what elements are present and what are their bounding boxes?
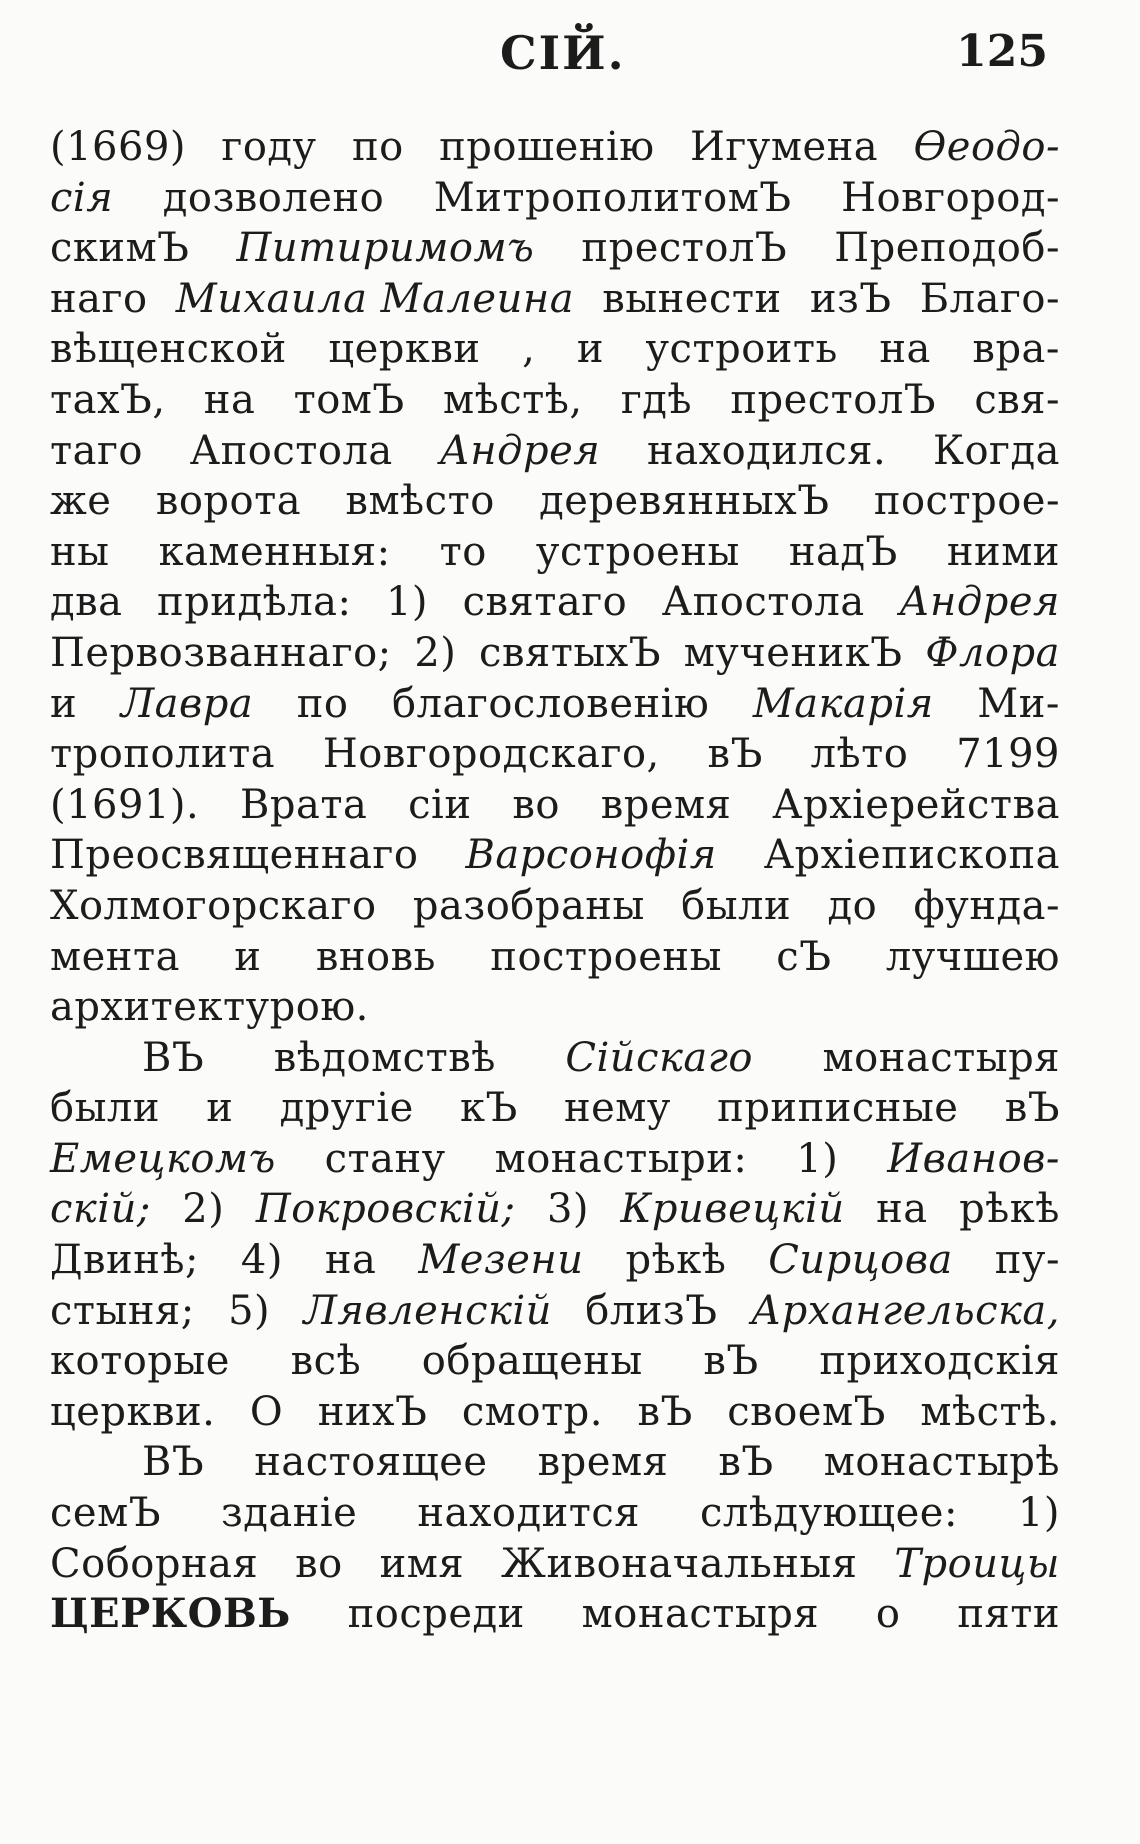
word: рѣкѣ [625,1237,727,1284]
word: мѣстѣ. [920,1388,1060,1435]
word: мученикЪ [683,629,903,676]
word: Холмогорскаго [50,882,377,929]
word: смотр. [461,1388,603,1435]
word: Игумена [689,124,879,170]
word: (1669) [50,124,187,170]
word: архитектурою. [50,984,369,1031]
text-line [50,324,1060,375]
word: Лавра [120,680,254,727]
text-line [50,375,1060,426]
word: на [876,1186,928,1233]
word: Андрея [439,427,601,474]
word: каменныя: [158,528,391,575]
body-text [50,122,1060,1640]
word: были [50,1085,160,1132]
text-line [50,426,1060,477]
word: другіе [279,1085,414,1132]
running-title: СІЙ. [500,26,626,80]
word: кЪ [459,1085,518,1132]
word: , [522,326,536,373]
word: монастырѣ [823,1439,1060,1486]
word: Троицы [894,1540,1060,1587]
word: мѣстѣ, [442,376,583,423]
word: были [681,882,792,929]
word: святыхЪ [479,629,662,676]
word: МитрополитомЪ [433,174,792,221]
word: Апостола [661,579,865,626]
word: Новгородскаго, [322,731,660,778]
word: Архангельска, [750,1287,1060,1334]
word: ВЪ [142,1439,205,1486]
word: скій; [50,1186,151,1233]
word: 7199 [956,731,1060,778]
word: своемЪ [727,1388,886,1435]
word: вЪ [703,1338,759,1385]
word: то [439,528,487,575]
word: Апостола [189,427,393,474]
word: трополита [50,731,276,778]
text-line [50,1235,1060,1286]
word: дозволено [162,174,385,221]
text-line [50,1286,1060,1337]
word: Флора [925,629,1060,676]
word: Варсонофія [465,832,717,879]
word: Макарія [752,680,934,727]
word: 2) [414,629,457,676]
word: вмѣсто [345,478,495,525]
word: тахЪ, [50,376,166,423]
word: о [875,1591,901,1638]
word: 4) [240,1237,283,1284]
word: на [879,326,931,373]
word: вѣдомствѣ [273,1034,496,1081]
word: церкви [328,326,481,373]
word: построены [490,933,722,980]
word: придѣла: [157,579,352,626]
word: по [351,124,404,170]
word: вЪ [637,1388,693,1435]
word: Новгород- [841,174,1060,221]
word: Благо- [919,275,1060,322]
word: Преподоб- [834,225,1060,272]
word: ворота [155,478,302,525]
word: Кривецкій [620,1186,845,1233]
word: ними [946,528,1060,575]
word: настоящее [254,1439,488,1486]
text-line [50,1033,1060,1084]
word: два [50,579,123,626]
word: престолЪ [730,376,937,423]
word: и [206,1085,234,1132]
word: на [324,1237,377,1284]
word: Когда [933,427,1060,474]
word: на [203,376,256,423]
word: Архіерейства [772,781,1060,828]
word: гдѣ [620,376,693,423]
word: Первозваннаго; [50,629,392,676]
text-line [50,932,1060,983]
text-line [50,729,1060,780]
word: Ми- [977,680,1060,727]
word: Сійскаго [565,1034,753,1081]
word: и [234,933,262,980]
word: ны [50,528,110,575]
word: Архіепископа [763,832,1060,879]
word: же [50,478,112,525]
word: Покровскій; [255,1186,516,1233]
page-number: 125 [956,26,1048,77]
word: находился. [647,427,887,474]
word: надЪ [788,528,898,575]
word: томЪ [293,376,405,423]
word: престолЪ [581,225,788,272]
text-line [50,1589,1060,1640]
word: Живоначальныя [501,1540,858,1587]
word: монастыря [822,1034,1060,1081]
text-line [50,1488,1060,1539]
word: 3) [546,1186,589,1233]
word: по [296,680,349,727]
word: Сирцова [768,1237,953,1284]
word: вновь [315,933,436,980]
word: скимЪ [50,225,190,272]
word: Михаила Малеина [175,275,575,322]
word: церкви. [50,1388,216,1435]
word: Андрея [899,579,1060,626]
word: свя- [974,376,1060,423]
text-line [50,679,1060,730]
text-line [50,1083,1060,1134]
text-line [50,1539,1060,1590]
word: Емецкомъ [50,1135,276,1182]
word: ВЪ [142,1034,205,1081]
word: до [827,882,878,929]
word: пу- [994,1237,1060,1284]
text-line [50,122,1060,173]
word: построе- [873,478,1060,525]
word: зданіе [220,1490,358,1537]
word: пяти [957,1591,1060,1638]
word: посреди [347,1591,525,1638]
text-line [50,1437,1060,1488]
word: вѣщенской [50,326,287,373]
word: лучшею [885,933,1060,980]
text-line [50,223,1060,274]
word: О [249,1388,284,1435]
text-line [50,1134,1060,1185]
word: стану [324,1135,446,1182]
word: слѣдующее: [700,1490,958,1537]
word: и [50,680,78,727]
word: сія [50,174,114,221]
word: Двинѣ; [50,1237,199,1284]
text-line [50,982,1060,1033]
text-line [50,780,1060,831]
word: во [295,1540,343,1587]
word: всѣ [290,1338,362,1385]
word: монастыря [581,1591,820,1638]
word: приходскія [819,1338,1060,1385]
word: Лявленскій [303,1287,552,1334]
word: имя [379,1540,465,1587]
text-line [50,830,1060,881]
word: Мезени [418,1237,584,1284]
word: нихЪ [317,1388,428,1435]
word: семЪ [50,1490,161,1537]
word: обращены [421,1338,643,1385]
word: Өеодо- [913,124,1060,170]
word: во [512,781,560,828]
text-line [50,628,1060,679]
word: вЪ [1004,1085,1060,1132]
text-line [50,476,1060,527]
word: Питиримомъ [236,225,535,272]
word: 5) [228,1287,271,1334]
word: сіи [408,781,472,828]
word: таго [50,427,144,474]
word: 1) [385,579,429,626]
word: (1691). [50,781,200,828]
word: близЪ [585,1287,718,1334]
word: устроены [535,528,740,575]
word: мента [50,933,180,980]
word: монастыри: [494,1135,748,1182]
word: находится [417,1490,641,1537]
word: вЪ [718,1439,774,1486]
text-line [50,1336,1060,1387]
word: Соборная [50,1540,259,1587]
word: время [537,1439,669,1486]
word: вра- [972,326,1060,373]
word: 1) [1017,1490,1060,1537]
text-line [50,173,1060,224]
word: Преосвященнаго [50,832,419,879]
word: году [221,124,317,170]
word: которые [50,1338,230,1385]
word: 1) [796,1135,839,1182]
text-line [50,1387,1060,1438]
word: рѣкѣ [959,1186,1060,1233]
word: деревянныхЪ [539,478,830,525]
word: 2) [182,1186,225,1233]
word: вЪ [707,731,763,778]
word: и [576,326,604,373]
page-header [0,18,1140,88]
word: приписные [717,1085,959,1132]
word: вынести [602,275,782,322]
word: Врата [240,781,368,828]
word: нему [563,1085,671,1132]
word: ЦЕРКОВЬ [50,1590,291,1638]
text-line [50,527,1060,578]
word: Иванов- [887,1135,1060,1182]
word: святаго [462,579,628,626]
text-line [50,577,1060,628]
word: время [600,781,732,828]
word: прошенію [439,124,655,170]
word: фунда- [913,882,1060,929]
word: наго [50,275,148,322]
text-line [50,274,1060,325]
word: стыня; [50,1287,195,1334]
word: сЪ [776,933,832,980]
word: устроить [645,326,838,373]
text-line [50,1184,1060,1235]
word: благословенію [392,680,710,727]
word: лѣто [810,731,909,778]
word: разобраны [412,882,645,929]
word: изЪ [809,275,892,322]
text-line [50,881,1060,932]
